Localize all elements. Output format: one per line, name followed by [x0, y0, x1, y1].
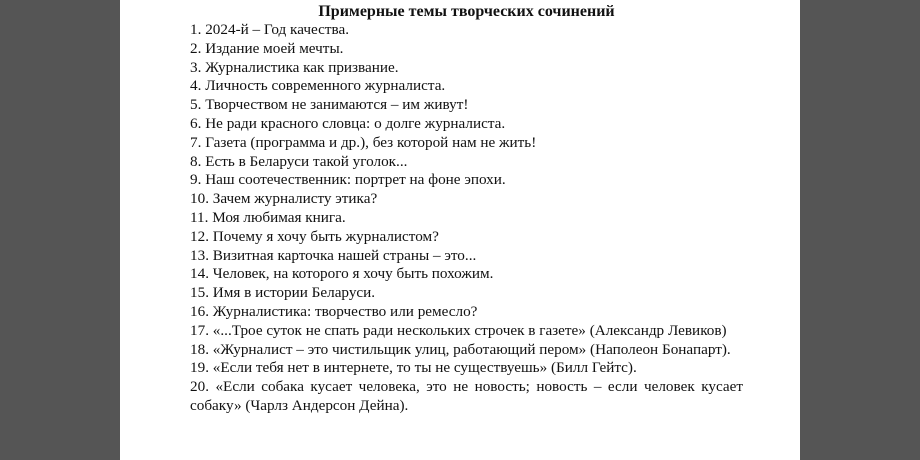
topic-item: 16. Журналистика: творчество или ремесло?	[190, 302, 478, 320]
topic-item: 2. Издание моей мечты.	[190, 39, 344, 57]
topic-item: 8. Есть в Беларуси такой уголок...	[190, 152, 408, 170]
topic-item: 10. Зачем журналисту этика?	[190, 190, 378, 208]
topic-item: 12. Почему я хочу быть журналистом?	[190, 227, 439, 245]
document-title: Примерные темы творческих сочинений	[318, 3, 615, 20]
topic-item: 9. Наш соотечественник: портрет на фоне эпохи.	[190, 171, 506, 189]
topic-item: 13. Визитная карточка нашей страны – это...	[190, 246, 477, 264]
topic-item: 7. Газета (программа и др.), без которой нам не жить!	[190, 133, 537, 151]
topic-item: 11. Моя любимая книга.	[190, 208, 346, 226]
topic-item: 5. Творчеством не занимаются – им живут!	[190, 96, 469, 114]
topic-item: 4. Личность современного журналиста.	[190, 77, 446, 95]
topic-item: 14. Человек, на которого я хочу быть похожим.	[190, 265, 494, 283]
topic-item: 19. «Если тебя нет в интернете, то ты не существуешь» (Билл Гейтс).	[190, 359, 637, 377]
topic-item: 3. Журналистика как призвание.	[190, 58, 399, 76]
topic-item: 18. «Журналист – это чистильщик улиц, работающий пером» (Наполеон Бонапарт).	[190, 340, 731, 358]
topic-item: 1. 2024-й – Год качества.	[190, 21, 349, 38]
topic-item: 20. «Если собака кусает человека, это не новость; новость – если человек кусает собаку» (Чарлз Андерсон Дейна).	[190, 378, 743, 414]
document-page	[120, 0, 800, 460]
topic-item: 15. Имя в истории Беларуси.	[190, 284, 376, 302]
topic-item: 6. Не ради красного словца: о долге журналиста.	[190, 114, 506, 132]
page-content	[190, 2, 743, 416]
topic-item: 17. «...Трое суток не спать ради нескольких строчек в газете» (Александр Левиков)	[190, 321, 727, 339]
topics-list	[190, 21, 743, 416]
